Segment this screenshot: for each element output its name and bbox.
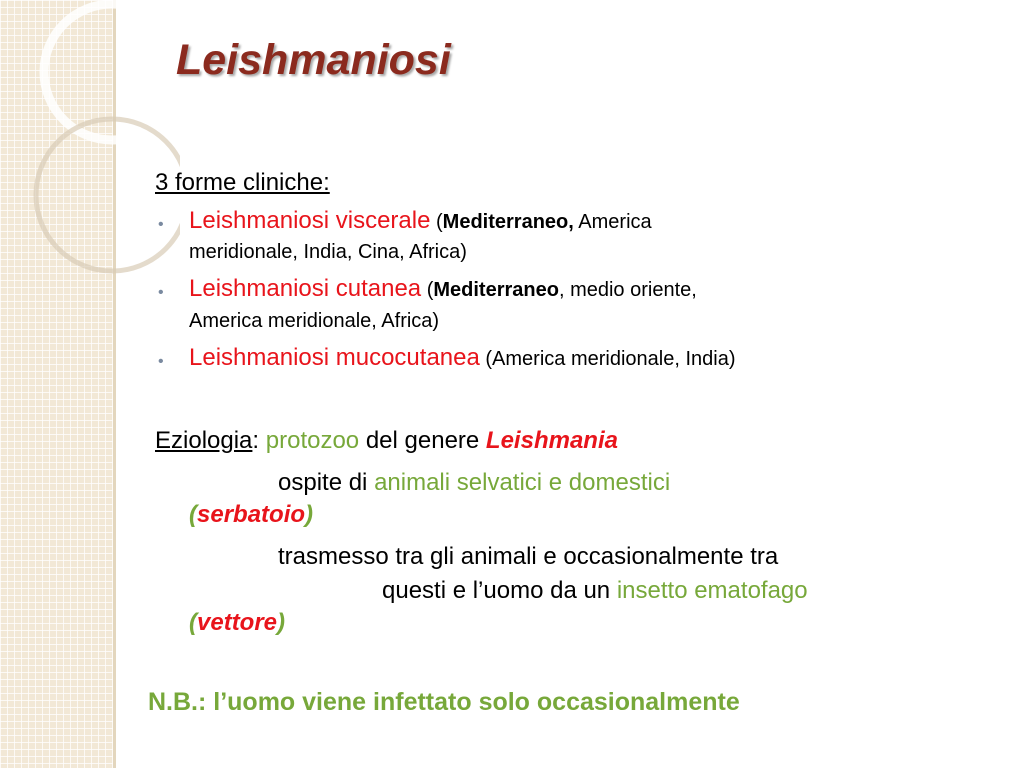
region-bold: Mediterraneo bbox=[433, 279, 559, 301]
reservoir-open: ( bbox=[189, 501, 197, 528]
reservoir-close: ) bbox=[305, 501, 314, 528]
transmission-prefix: questi e l’uomo da un bbox=[382, 577, 617, 604]
regions: , medio oriente, bbox=[558, 279, 697, 301]
etiology-colon: : bbox=[252, 427, 266, 454]
bullet-viscerale-line2: meridionale, India, Cina, Africa) bbox=[189, 241, 467, 263]
vector-line bbox=[189, 609, 285, 637]
vector-type: insetto ematofago bbox=[616, 577, 808, 604]
regions: America bbox=[573, 211, 652, 233]
reservoir-line bbox=[189, 501, 313, 529]
bullet-cutanea bbox=[189, 275, 697, 303]
etiology-label: Eziologia bbox=[155, 427, 253, 454]
host-prefix: ospite di bbox=[278, 469, 375, 496]
slide-title: Leishmaniosi bbox=[176, 36, 451, 84]
genus-text: del genere bbox=[359, 427, 486, 454]
bullet-dot-icon: • bbox=[158, 353, 164, 370]
paren-open: ( bbox=[430, 211, 443, 233]
host-line bbox=[278, 469, 670, 497]
transmission-line2 bbox=[382, 577, 808, 605]
host-animals: animali selvatici e domestici bbox=[374, 469, 671, 496]
genus-name: Leishmania bbox=[485, 427, 618, 454]
bullet-dot-icon: • bbox=[158, 284, 164, 301]
form-name: Leishmaniosi viscerale bbox=[189, 207, 431, 234]
reservoir-word: serbatoio bbox=[197, 501, 306, 528]
etiology-line bbox=[155, 427, 618, 455]
protozoo-text: protozoo bbox=[265, 427, 360, 454]
form-name: Leishmaniosi cutanea bbox=[189, 275, 422, 302]
paren-open: ( bbox=[421, 279, 434, 301]
vector-word: vettore bbox=[197, 609, 278, 636]
vector-open: ( bbox=[189, 609, 197, 636]
intro-heading: 3 forme cliniche: bbox=[155, 169, 330, 196]
form-name: Leishmaniosi mucocutanea bbox=[189, 344, 480, 371]
bullet-dot-icon: • bbox=[158, 216, 164, 233]
bullet-mucocutanea bbox=[189, 344, 736, 372]
bullet-viscerale bbox=[189, 207, 652, 235]
decorative-circles bbox=[0, 0, 180, 300]
vector-close: ) bbox=[277, 609, 286, 636]
note-text: N.B.: l’uomo viene infettato solo occasionalmente bbox=[148, 688, 740, 716]
regions: (America meridionale, India) bbox=[479, 348, 736, 370]
region-bold: Mediterraneo, bbox=[442, 211, 574, 233]
transmission-line1: trasmesso tra gli animali e occasionalmente tra bbox=[278, 543, 779, 570]
bullet-cutanea-line2: America meridionale, Africa) bbox=[189, 310, 440, 332]
